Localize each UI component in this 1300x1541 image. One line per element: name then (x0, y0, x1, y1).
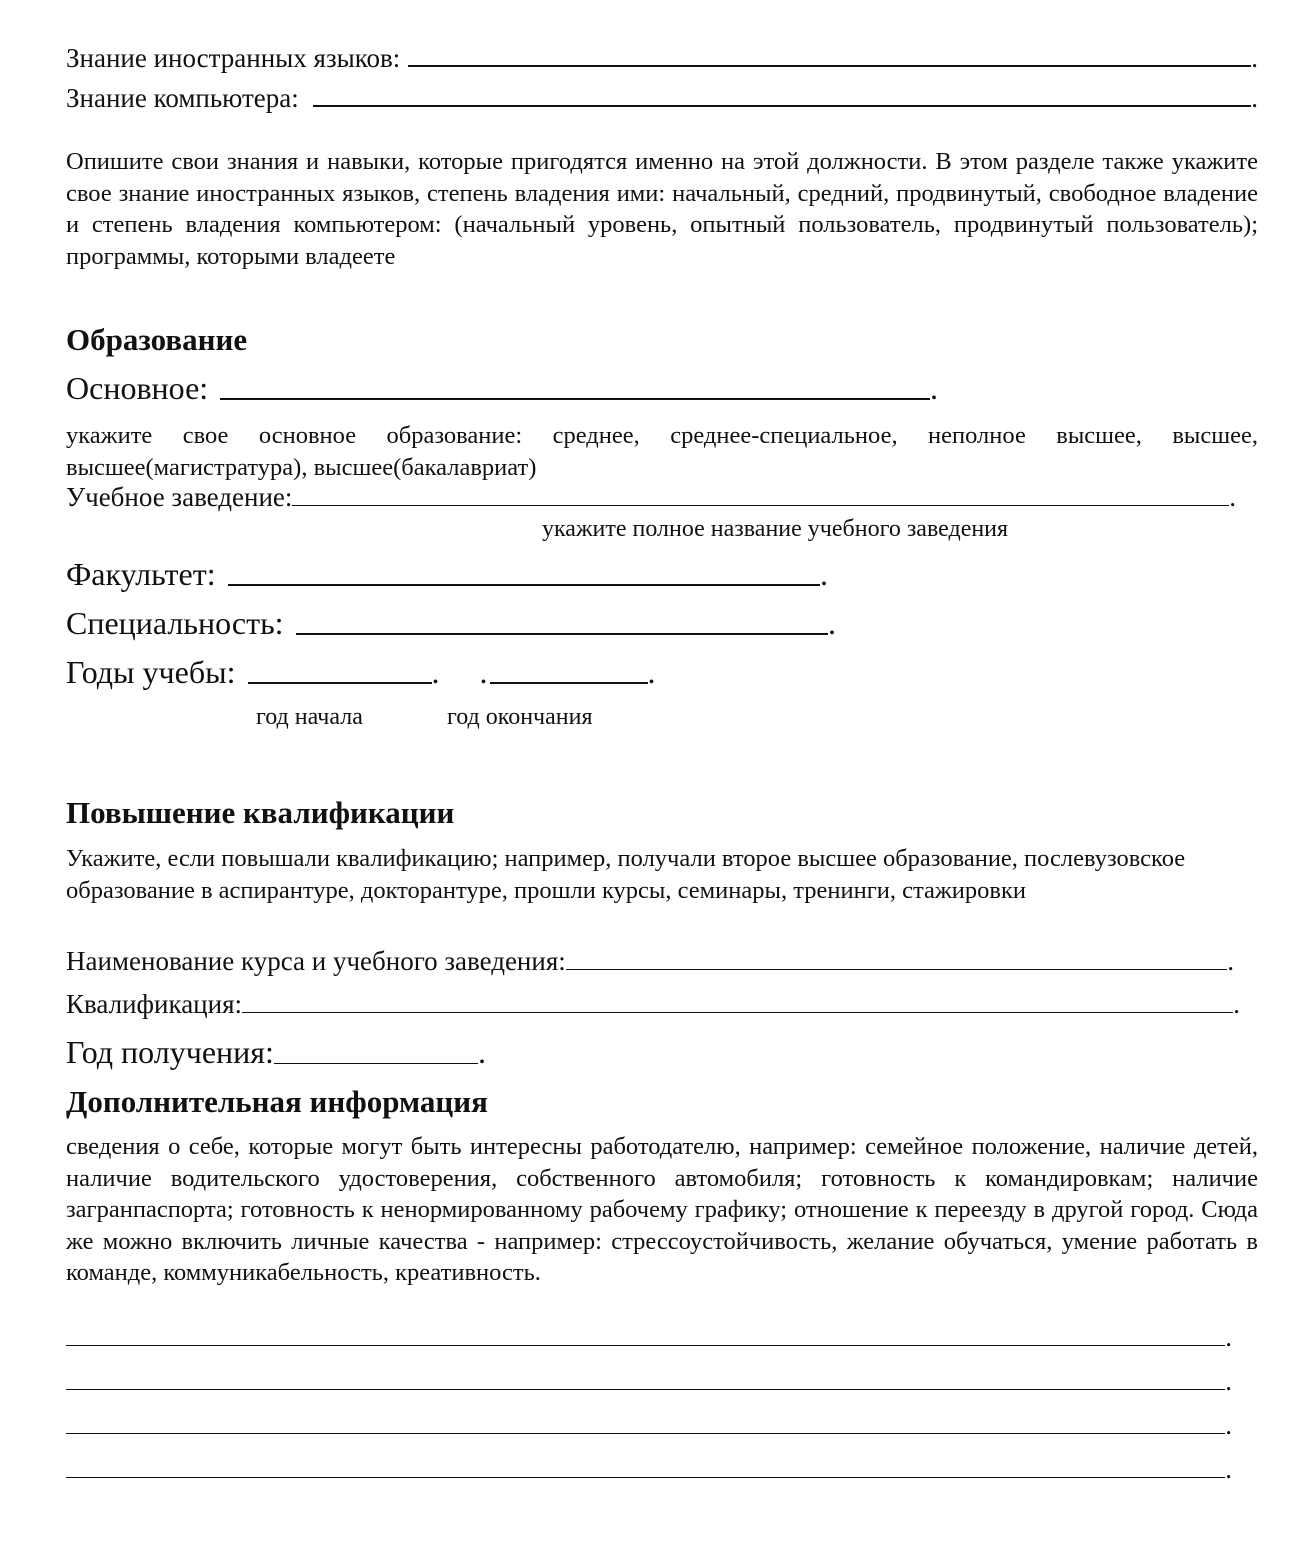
period: . (930, 370, 938, 406)
qualification-field[interactable] (242, 1012, 1233, 1013)
additional-field-3[interactable] (66, 1433, 1225, 1434)
skills-hint: Опишите свои знания и навыки, которые пригодятся именно на этой должности. В этом разделе также укажите свое знание иностранных языков, степень владения ими: начальный, средний, продвинутый, свободное владение и степень владения компьютером: (начальный уровень, опытный пользователь, продвинутый пользователь); программы, которыми владеете (66, 148, 1258, 270)
institution-field[interactable] (292, 505, 1229, 506)
period: . (1229, 482, 1236, 512)
additional-line-3 (66, 1410, 1232, 1441)
basic-education-row (66, 370, 938, 407)
start-year-field[interactable] (248, 682, 432, 684)
end-year-field[interactable] (490, 682, 648, 684)
period: . (1227, 946, 1234, 976)
additional-info-heading: Дополнительная информация (66, 1084, 488, 1119)
foreign-languages-field[interactable] (408, 65, 1251, 67)
basic-education-hint: укажите свое основное образование: среднее, среднее-специальное, неполное высшее, высшее, высшее(магистратура), высшее(бакалавриат) (66, 422, 1258, 481)
period: . (1233, 989, 1240, 1019)
course-field[interactable] (566, 969, 1227, 970)
education-heading: Образование (66, 322, 248, 357)
period: . (431, 654, 440, 690)
period: . (647, 654, 656, 690)
faculty-label: Факультет: (66, 556, 216, 592)
foreign-languages-row (66, 40, 1258, 74)
qualification-label: Квалификация: (66, 989, 243, 1019)
foreign-languages-label: Знание иностранных языков: (66, 43, 401, 73)
basic-education-label: Основное: (66, 370, 209, 406)
additional-field-4[interactable] (66, 1477, 1225, 1478)
period: . (1225, 1454, 1232, 1484)
course-row (66, 946, 1234, 977)
year-obtained-label: Год получения: (66, 1034, 274, 1070)
institution-row (66, 482, 1236, 513)
period: . (1251, 83, 1258, 113)
period: . (1225, 1322, 1232, 1352)
additional-field-1[interactable] (66, 1345, 1225, 1346)
period: . (479, 654, 488, 690)
institution-label: Учебное заведение: (66, 482, 293, 512)
year-obtained-field[interactable] (274, 1063, 478, 1064)
period: . (1225, 1410, 1232, 1440)
qualification-row (66, 989, 1240, 1020)
end-year-hint: год окончания (447, 704, 593, 730)
additional-field-2[interactable] (66, 1389, 1225, 1390)
computer-skills-row (66, 80, 1258, 114)
faculty-field[interactable] (228, 584, 820, 586)
computer-skills-label: Знание компьютера: (66, 83, 299, 113)
faculty-row (66, 556, 828, 593)
period: . (828, 605, 836, 641)
qualification-heading: Повышение квалификации (66, 795, 455, 830)
specialty-label: Специальность: (66, 605, 284, 641)
specialty-field[interactable] (296, 633, 828, 635)
qualification-hint: Укажите, если повышали квалификацию; например, получали второе высшее образование, послевузовское образование в аспирантуре, докторантуре, прошли курсы, семинары, тренинги, стажировки (66, 845, 1186, 904)
additional-info-hint: сведения о себе, которые могут быть интересны работодателю, например: семейное положение, наличие детей, наличие водительского удостоверения, собственного автомобиля; готовность к командировкам; наличие загранпаспорта; готовность к ненормированному рабочему графику; отношение к переезду в другой город. Сюда же можно включить личные качества - например: стрессоустойчивость, желание обучаться, умение работать в команде, коммуникабельность, креативность. (66, 1133, 1258, 1286)
period: . (1225, 1366, 1232, 1396)
specialty-row (66, 605, 836, 642)
start-year-hint: год начала (256, 704, 363, 730)
computer-skills-field[interactable] (313, 105, 1251, 107)
additional-line-4 (66, 1454, 1232, 1485)
period: . (1251, 43, 1258, 73)
basic-education-field[interactable] (220, 398, 930, 400)
institution-hint: укажите полное название учебного заведения (542, 516, 1009, 542)
period: . (820, 556, 828, 592)
period: . (478, 1034, 486, 1070)
year-obtained-row (66, 1034, 486, 1071)
study-years-row (66, 654, 680, 691)
study-years-label: Годы учебы: (66, 654, 236, 690)
course-label: Наименование курса и учебного заведения: (66, 946, 566, 976)
additional-line-1 (66, 1322, 1232, 1353)
additional-line-2 (66, 1366, 1232, 1397)
